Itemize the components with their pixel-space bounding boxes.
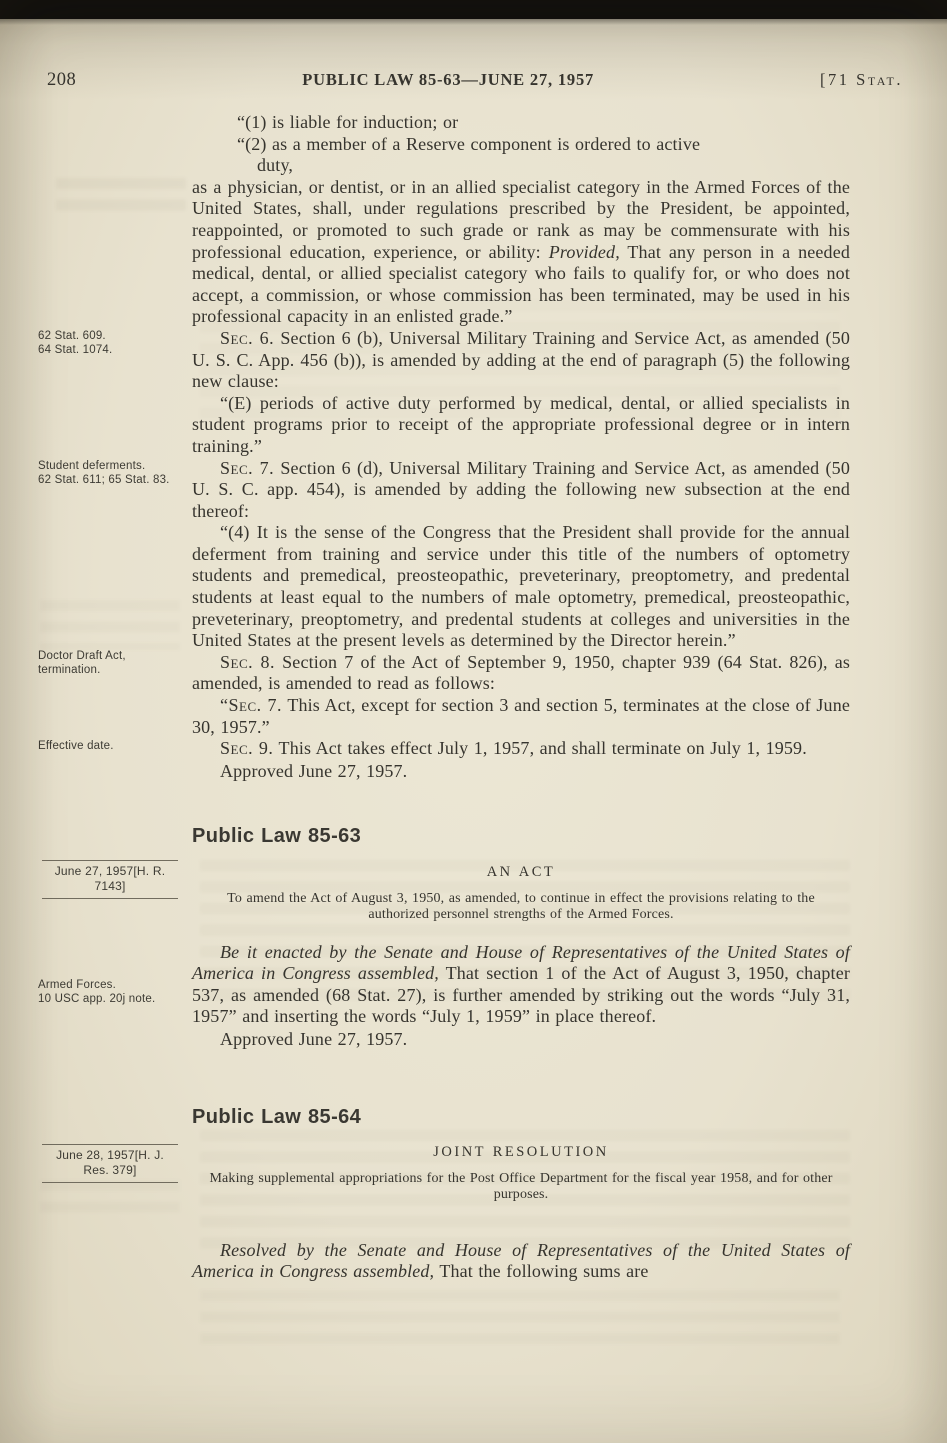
section-6-label: Sec. 6. (220, 327, 275, 348)
law63-bill-number: [H. R. 7143] (94, 864, 166, 893)
law-63-heading-row (192, 826, 850, 848)
scan-edge-strip (0, 0, 947, 19)
paragraph-row (38, 738, 850, 760)
approval-line-2: Approved June 27, 1957. (220, 1028, 408, 1049)
law-63-caption-row (54, 862, 850, 924)
paragraph-row (38, 457, 850, 523)
clause-2-line2: duty, (257, 155, 294, 176)
margin-note-student-deferments (38, 459, 184, 487)
running-header (47, 70, 903, 91)
public-law-85-63-heading: Public Law 85-63 (192, 825, 362, 848)
bleed-through (40, 600, 180, 650)
an-act-label: AN ACT (486, 864, 556, 880)
paragraph-row (192, 522, 850, 652)
clause-E: “(E) periods of active duty performed by medical, dental, or allied specialists in student programs prior to receipt of the appropriate professional degree or in intern training.” (192, 392, 850, 456)
section-8-text: Section 7 of the Act of September 9, 1950, chapter 939 (64 Stat. 826), as amended, is amended to read as follows: (192, 651, 850, 694)
law63-date: June 27, 1957 (54, 864, 134, 878)
physician-text-2: That any person in a needed medical, dental, or allied specialist category who fails to qualify for, or who does not accept, a commission, or whose commission has been terminated, may be used in his professional capacity in an enlisted grade.” (192, 241, 850, 327)
paragraph-row (192, 134, 850, 177)
section-9-paragraph (192, 738, 850, 760)
margin-note-doctor-draft: Doctor Draft Act, termination. (38, 649, 126, 676)
section-8-label: Sec. 8. (220, 651, 276, 672)
paragraph-row (38, 327, 850, 393)
bleed-through (56, 178, 186, 220)
margin-note-stat-611: 62 Stat. 611; 65 Stat. 83. (38, 473, 170, 486)
enacting-clause-text: That section 1 of the Act of August 3, 1950, chapter 537, as amended (68 Stat. 27), is further amended by striking out the words “July 31, 1957” and inserting the words “July 1, 1959” in place thereof. (192, 963, 850, 1027)
margin-cite-law63 (42, 860, 178, 899)
physician-paragraph (192, 177, 850, 328)
paragraph-row (192, 112, 850, 134)
law64-description: Making supplemental appropriations for the Post Office Department for the fiscal year 1958, and for other purposes. (209, 1170, 833, 1203)
joint-resolution-label: JOINT RESOLUTION (433, 1144, 609, 1161)
approval-line-1: Approved June 27, 1957. (220, 760, 408, 781)
enacting-clause-italic: Be it enacted by the Senate and House of Representatives of the United States of America in Congress assembled, (192, 941, 850, 984)
section-9-text: This Act takes effect July 1, 1957, and shall terminate on July 1, 1959. (273, 738, 807, 759)
section-7-label: Sec. 7. (220, 457, 275, 478)
law64-date: June 28, 1957 (56, 1148, 135, 1163)
quoted-section-label: “Sec. 7. (220, 695, 283, 716)
physician-text-1: as a physician, or dentist, or in an allied specialist category in the Armed Forces of the United States, shall, under regulations prescribed by the President, be appointed, reappointed, or promoted to such grade or rank as may be commensurate with his professional education, experience, or ability: (192, 176, 850, 262)
paragraph-row (192, 177, 850, 328)
armed-forces-note: Armed Forces. (38, 978, 117, 991)
margin-note-citations (38, 329, 184, 357)
law63-enacting-paragraph (192, 942, 850, 1028)
section-6-text: Section 6 (b), Universal Military Training and Service Act, as amended (50 U. S. C. App. 456 (b)), is amended by adding at the end of paragraph (5) the following new clause: (192, 327, 850, 392)
section-9-label: Sec. 9. (220, 738, 274, 759)
statute-text-column (38, 112, 850, 1283)
volume-reference: [71 Stat. (820, 70, 903, 89)
paragraph-row (38, 649, 850, 695)
public-law-85-64-heading: Public Law 85-64 (192, 1105, 362, 1128)
law63-description: To amend the Act of August 3, 1950, as amended, to continue in effect the provisions relating to the authorized personnel strengths of the Armed Forces. (227, 890, 815, 923)
law-64-resolved-row (192, 1240, 850, 1283)
bleed-through (40, 1180, 180, 1220)
paragraph-row (192, 393, 850, 458)
section-8-paragraph (192, 652, 850, 695)
law-63-enacting-row (38, 941, 850, 1028)
section-7-quoted (192, 695, 850, 738)
page-number: 208 (47, 70, 77, 90)
margin-note-armed-forces (38, 978, 184, 1006)
clause-4: “(4) It is the sense of the Congress that the President shall provide for the annual deferment from training and service under this title of the numbers of optometry students and premedical, preosteopathic, preveterinary, preoptometry, and predental students at least equal to the numbers of male optometry, premedical, preosteopathic, preveterinary, preoptometry, and predental students at colleges and universities in the United States at the present levels as determined by the Director herein.” (192, 522, 850, 651)
usc-note: 10 USC app. 20j note. (38, 992, 156, 1005)
margin-note-deferments-label: Student deferments. (38, 459, 146, 472)
proviso-italic: Provided, (548, 241, 620, 262)
resolving-clause-text: That the following sums are (434, 1261, 649, 1282)
paragraph-row (192, 761, 850, 783)
section-7-paragraph (192, 458, 850, 523)
clause-1: “(1) is liable for induction; or (237, 112, 459, 132)
clause-2-line1: “(2) as a member of a Reserve component is ordered to active (237, 133, 701, 154)
law64-resolving-paragraph (192, 1240, 850, 1283)
paragraph-row (192, 1029, 850, 1051)
margin-note-stat-609: 62 Stat. 609. (38, 329, 106, 342)
quoted-section-text: This Act, except for section 3 and section 5, terminates at the close of June 30, 1957.” (192, 695, 850, 737)
margin-cite-law64 (42, 1144, 178, 1183)
margin-note-stat-1074: 64 Stat. 1074. (38, 343, 113, 356)
section-7-text: Section 6 (d), Universal Military Training and Service Act, as amended (50 U. S. C. app. 454), is amended by adding the following new subsection at the end thereof: (192, 457, 850, 521)
resolving-clause-italic: Resolved by the Senate and House of Representatives of the United States of America in Congress assembled, (192, 1239, 850, 1282)
law-64-heading-row (192, 1107, 850, 1129)
law64-bill-number: [H. J. Res. 379] (83, 1148, 164, 1178)
bleed-through (200, 1290, 840, 1350)
law-64-caption-row (56, 1142, 850, 1204)
paragraph-row (192, 695, 850, 738)
margin-note-effective-date: Effective date. (38, 740, 114, 753)
section-6-paragraph (192, 328, 850, 393)
running-title: PUBLIC LAW 85-63—JUNE 27, 1957 (302, 70, 595, 89)
